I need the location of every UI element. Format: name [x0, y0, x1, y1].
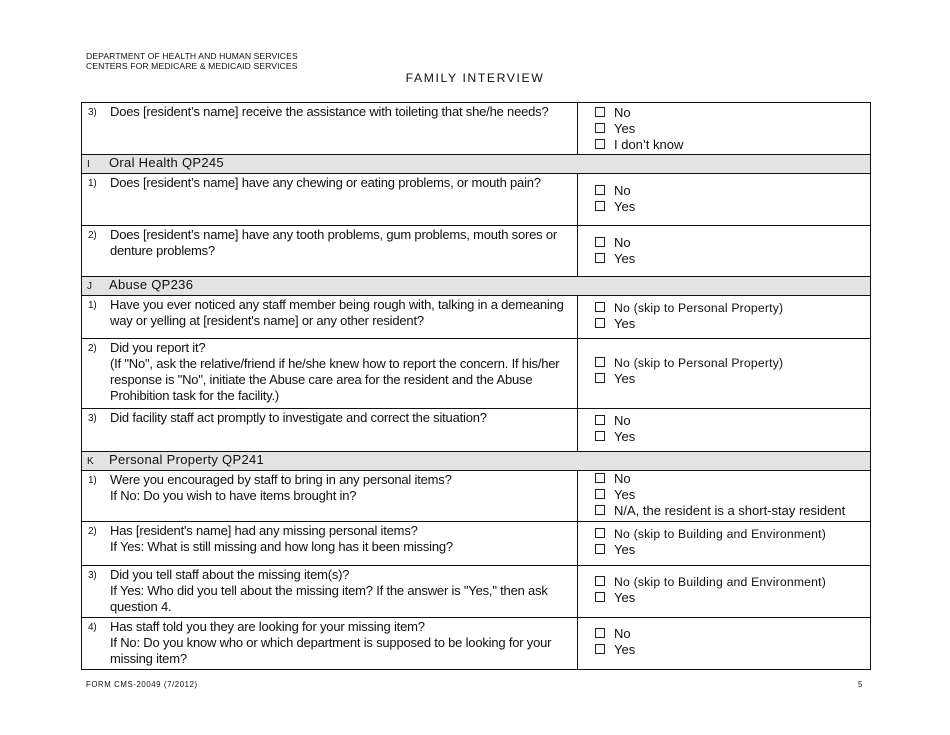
- option-no[interactable]: No: [595, 105, 870, 121]
- question-text: Did you report it?: [110, 340, 206, 355]
- question-number: 1): [88, 475, 97, 486]
- question-row: [82, 296, 871, 339]
- option-no-skip[interactable]: No (skip to Building and Environment): [595, 574, 870, 590]
- question-row: [82, 471, 871, 522]
- question-row: [82, 409, 871, 452]
- checkbox[interactable]: [595, 415, 605, 425]
- option-not-applicable[interactable]: N/A, the resident is a short-stay resident: [595, 503, 870, 519]
- question-text: Has staff told you they are looking for your missing item?: [110, 619, 425, 634]
- section-header-oral-health: [82, 155, 871, 174]
- checkbox[interactable]: [595, 505, 605, 515]
- section-title: Abuse QP236: [109, 277, 194, 292]
- option-yes[interactable]: Yes: [595, 642, 870, 658]
- checkbox[interactable]: [595, 592, 605, 602]
- option-dont-know[interactable]: I don’t know: [595, 137, 870, 153]
- option-no[interactable]: No: [595, 626, 870, 642]
- answer-options: [578, 103, 870, 154]
- option-yes[interactable]: Yes: [595, 371, 870, 387]
- question-text: Were you encouraged by staff to bring in any personal items?: [110, 472, 452, 487]
- question-number: 3): [88, 413, 97, 424]
- question-text: Does [resident’s name] have any tooth problems, gum problems, mouth sores or denture problems?: [110, 227, 558, 258]
- option-no[interactable]: No: [595, 235, 870, 251]
- agency-line: CENTERS FOR MEDICARE & MEDICAID SERVICES: [86, 61, 298, 72]
- checkbox[interactable]: [595, 201, 605, 211]
- question-text: Does [resident’s name] receive the assistance with toileting that she/he needs?: [110, 104, 549, 119]
- checkbox[interactable]: [595, 107, 605, 117]
- question-row: [82, 522, 871, 566]
- checkbox[interactable]: [595, 302, 605, 312]
- question-number: 2): [88, 230, 97, 241]
- question-number: 2): [88, 526, 97, 537]
- option-yes[interactable]: Yes: [595, 429, 870, 445]
- checkbox[interactable]: [595, 473, 605, 483]
- option-no-skip[interactable]: No (skip to Personal Property): [595, 300, 870, 316]
- question-row: [82, 103, 871, 155]
- question-row: [82, 226, 871, 277]
- answer-options: [578, 522, 870, 559]
- section-letter: K: [87, 456, 94, 467]
- section-title: Oral Health QP245: [109, 155, 224, 170]
- section-header-personal-property: [82, 452, 871, 471]
- checkbox[interactable]: [595, 373, 605, 383]
- answer-options: [578, 409, 870, 446]
- section-header-abuse: [82, 277, 871, 296]
- question-followup: If No: Do you wish to have items brought in?: [110, 488, 357, 503]
- question-number: 4): [88, 622, 97, 633]
- checkbox[interactable]: [595, 237, 605, 247]
- checkbox[interactable]: [595, 528, 605, 538]
- interview-form-table: [81, 102, 871, 670]
- question-followup: If Yes: What is still missing and how long has it been missing?: [110, 539, 453, 554]
- department-line: DEPARTMENT OF HEALTH AND HUMAN SERVICES: [86, 51, 298, 61]
- page-title: FAMILY INTERVIEW: [405, 71, 545, 85]
- question-instruction: (If "No", ask the relative/friend if he/she knew how to report the concern. If his/her response is "No", initiate the Abuse care area for the resident and the Abuse Prohibition task for the facility.): [110, 356, 560, 403]
- question-text: Does [resident’s name] have any chewing or eating problems, or mouth pain?: [110, 175, 541, 190]
- question-text: Did facility staff act promptly to investigate and correct the situation?: [110, 410, 487, 425]
- option-yes[interactable]: Yes: [595, 542, 870, 558]
- option-yes[interactable]: Yes: [595, 121, 870, 137]
- question-row: [82, 339, 871, 409]
- checkbox[interactable]: [595, 185, 605, 195]
- checkbox[interactable]: [595, 139, 605, 149]
- option-yes[interactable]: Yes: [595, 590, 870, 606]
- question-followup: If No: Do you know who or which department is supposed to be looking for your missing item?: [110, 635, 552, 666]
- checkbox[interactable]: [595, 576, 605, 586]
- checkbox[interactable]: [595, 544, 605, 554]
- question-number: 1): [88, 300, 97, 311]
- answer-options: [578, 471, 870, 520]
- answer-options: [578, 618, 870, 659]
- checkbox[interactable]: [595, 644, 605, 654]
- section-letter: J: [87, 281, 93, 292]
- form-id: FORM CMS-20049 (7/2012): [86, 680, 198, 689]
- option-no-skip[interactable]: No (skip to Personal Property): [595, 355, 870, 371]
- section-letter: I: [87, 159, 91, 170]
- option-no[interactable]: No: [595, 471, 870, 487]
- department-header: [86, 51, 298, 72]
- checkbox[interactable]: [595, 489, 605, 499]
- answer-options: [578, 566, 870, 607]
- question-row: [82, 174, 871, 226]
- option-yes[interactable]: Yes: [595, 316, 870, 332]
- checkbox[interactable]: [595, 431, 605, 441]
- checkbox[interactable]: [595, 628, 605, 638]
- option-yes[interactable]: Yes: [595, 199, 870, 215]
- answer-options: [578, 339, 870, 388]
- option-yes[interactable]: Yes: [595, 487, 870, 503]
- question-number: 1): [88, 178, 97, 189]
- option-no-skip[interactable]: No (skip to Building and Environment): [595, 526, 870, 542]
- question-number: 3): [88, 570, 97, 581]
- question-number: 3): [88, 107, 97, 118]
- question-followup: If Yes: Who did you tell about the missing item? If the answer is "Yes," then ask question 4.: [110, 583, 548, 614]
- question-number: 2): [88, 343, 97, 354]
- question-row: [82, 566, 871, 618]
- question-row: [82, 618, 871, 670]
- question-text: Has [resident's name] had any missing personal items?: [110, 523, 418, 538]
- answer-options: [578, 174, 870, 216]
- option-yes[interactable]: Yes: [595, 251, 870, 267]
- checkbox[interactable]: [595, 253, 605, 263]
- option-no[interactable]: No: [595, 183, 870, 199]
- checkbox[interactable]: [595, 123, 605, 133]
- answer-options: [578, 296, 870, 333]
- question-text: Have you ever noticed any staff member being rough with, talking in a demeaning way or yelling at [resident's name] or any other resident?: [110, 297, 564, 328]
- checkbox[interactable]: [595, 318, 605, 328]
- page-number: 5: [858, 680, 863, 689]
- section-title: Personal Property QP241: [109, 452, 265, 467]
- option-no[interactable]: No: [595, 413, 870, 429]
- checkbox[interactable]: [595, 357, 605, 367]
- question-text: Did you tell staff about the missing item(s)?: [110, 567, 350, 582]
- answer-options: [578, 226, 870, 268]
